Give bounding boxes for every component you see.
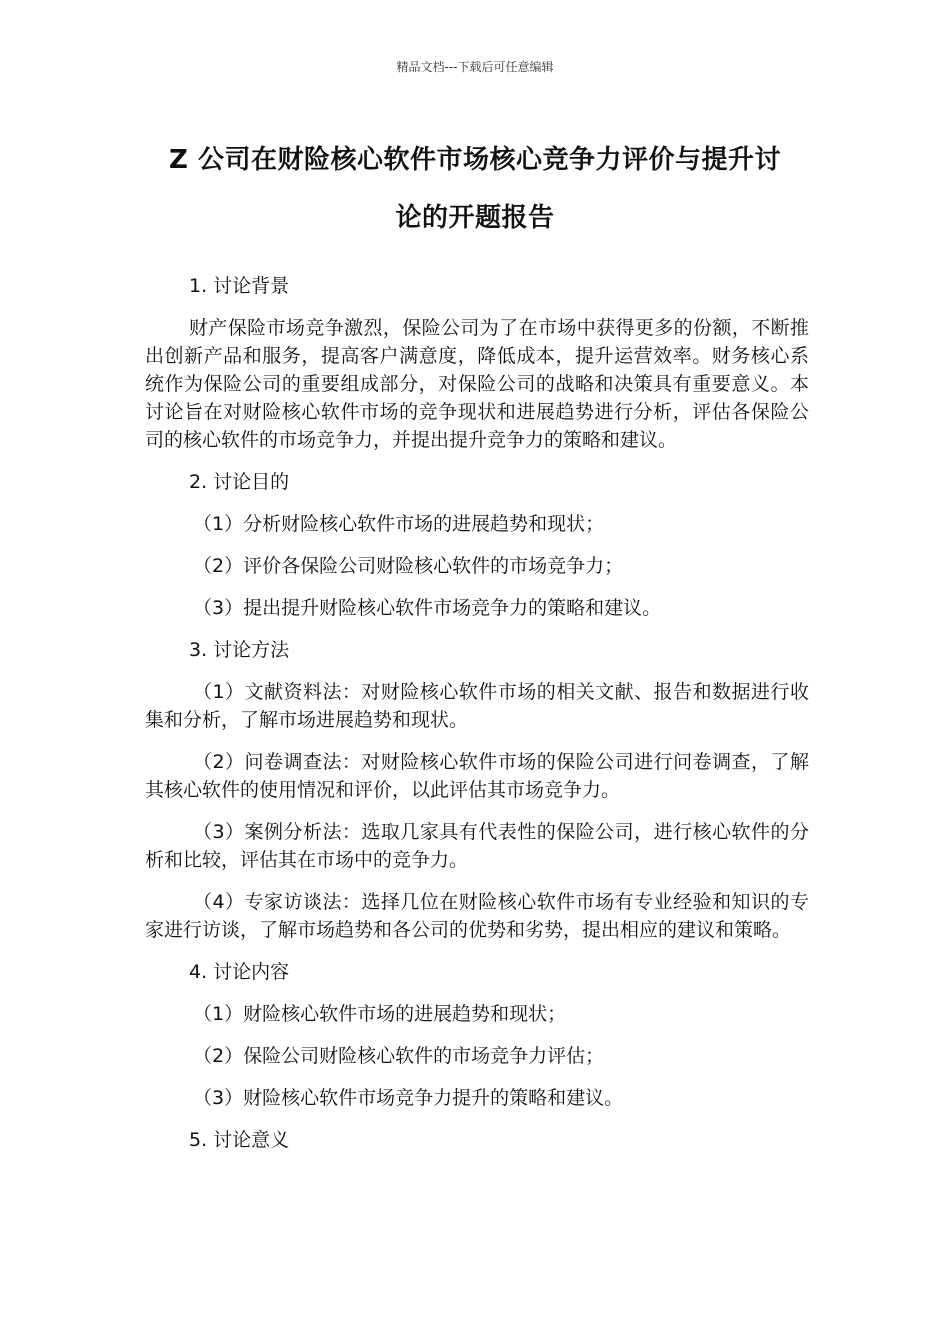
section-heading-content: 4. 讨论内容 [189,961,290,983]
section-heading-background: 1. 讨论背景 [189,275,290,297]
method-item: （1）文献资料法：对财险核心软件市场的相关文献、报告和数据进行收集和分析，了解市场进展趋势和现状。 [145,681,809,731]
content-item: （1）财险核心软件市场的进展趋势和现状； [193,1003,567,1025]
document-body [145,272,809,1168]
content-item: （3）财险核心软件市场竞争力提升的策略和建议。 [193,1087,624,1109]
purpose-item: （3）提出提升财险核心软件市场竞争力的策略和建议。 [193,597,662,619]
section-heading-significance: 5. 讨论意义 [189,1129,290,1151]
page-header: 精品文档---下载后可任意编辑 [396,60,554,74]
method-item: （4）专家访谈法：选择几位在财险核心软件市场有专业经验和知识的专家进行访谈，了解市场趋势和各公司的优势和劣势，提出相应的建议和策略。 [145,891,809,941]
section-heading-method: 3. 讨论方法 [189,639,290,661]
content-item: （2）保险公司财险核心软件的市场竞争力评估； [193,1045,605,1067]
purpose-item: （1）分析财险核心软件市场的进展趋势和现状； [193,513,605,535]
section-heading-purpose: 2. 讨论目的 [189,471,290,493]
method-item: （2）问卷调查法：对财险核心软件市场的保险公司进行问卷调查，了解其核心软件的使用情况和评价，以此评估其市场竞争力。 [145,751,809,801]
background-paragraph: 财产保险市场竞争激烈，保险公司为了在市场中获得更多的份额，不断推出创新产品和服务，提高客户满意度，降低成本，提升运营效率。财务核心系统作为保险公司的重要组成部分，对保险公司的战略和决策具有重要意义。本讨论旨在对财险核心软件市场的竞争现状和进展趋势进行分析，评估各保险公司的核心软件的市场竞争力，并提出提升竞争力的策略和建议。 [145,317,809,451]
document-title [140,131,810,247]
method-item: （3）案例分析法：选取几家具有代表性的保险公司，进行核心软件的分析和比较，评估其在市场中的竞争力。 [145,821,809,871]
purpose-item: （2）评价各保险公司财险核心软件的市场竞争力； [193,555,624,577]
title-line-1: Z 公司在财险核心软件市场核心竞争力评价与提升讨 [169,145,781,175]
title-line-2: 论的开题报告 [395,203,555,233]
